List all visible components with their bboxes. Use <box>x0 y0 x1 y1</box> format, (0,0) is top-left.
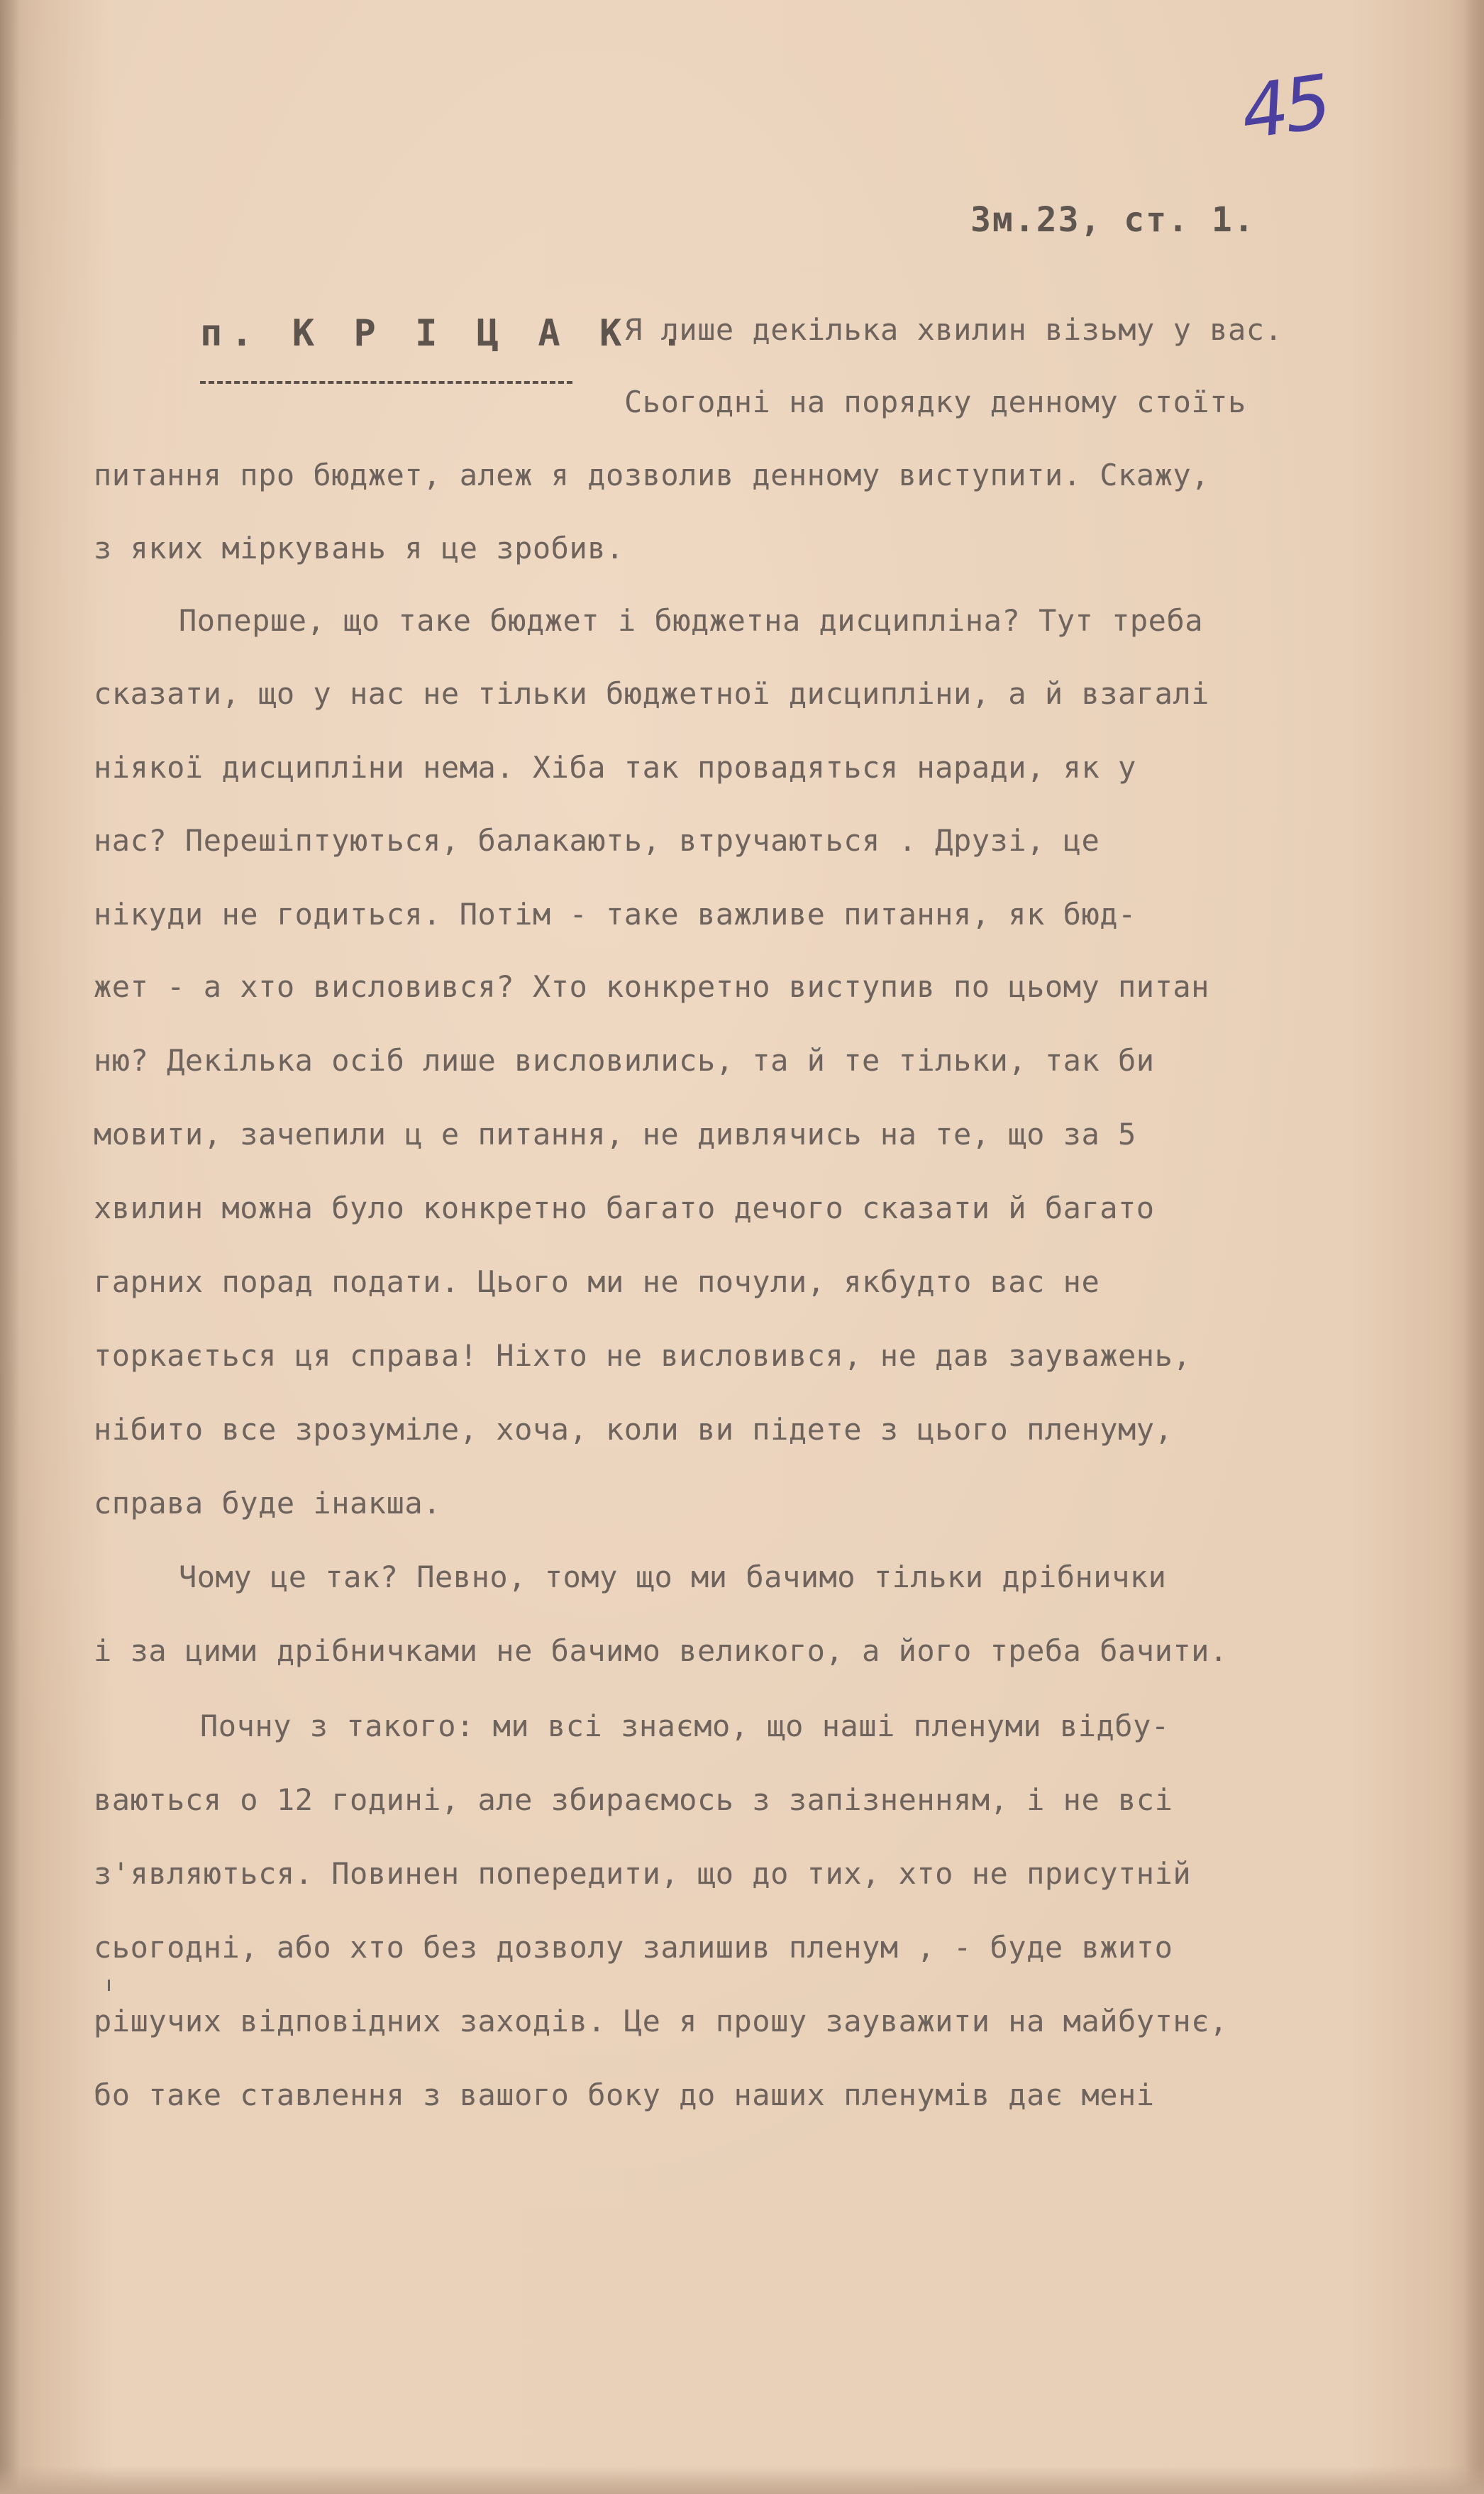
text-line: сказати, що у нас не тільки бюджетної дисципліни, а й взагалі <box>94 676 1209 711</box>
text-line: ваються о 12 годині, але збираємось з запізненням, і не всі <box>94 1782 1173 1817</box>
text-line: Почну з такого: ми всі знаємо, що наші пленуми відбу- <box>200 1709 1170 1743</box>
text-line: торкається ця справа! Ніхто не висловився, не дав зауважень, <box>94 1338 1192 1373</box>
text-line: з'являються. Повинен попередити, що до тих, хто не присутній <box>94 1856 1192 1891</box>
text-line: ню? Декілька осіб лише висловились, та й те тільки, так би <box>94 1043 1155 1078</box>
text-line: справа буде інакша. <box>94 1486 441 1521</box>
text-line: бо таке ставлення з вашого боку до наших пленумів дає мені <box>94 2078 1155 2112</box>
text-line: Поперше, що таке бюджет і бюджетна дисципліна? Тут треба <box>179 603 1204 638</box>
text-line: нас? Перешіптуються, балакають, втручаються . Друзі, це <box>94 823 1100 858</box>
page-edge-shadow-right <box>1464 0 1484 2494</box>
text-line: з яких міркувань я це зробив. <box>94 531 624 565</box>
page-edge-shadow-bottom <box>0 2466 1484 2494</box>
text-line: сьогодні, або хто без дозволу залишив пленум , - буде вжито <box>94 1930 1173 1965</box>
text-line: Чому це так? Певно, тому що ми бачимо тільки дрібнички <box>179 1560 1167 1594</box>
speaker-name: п. К Р І Ц А К . <box>200 312 692 355</box>
text-line: рішучих відповідних заходів. Це я прошу зауважити на майбутнє, <box>94 2004 1228 2038</box>
text-line: мовити, зачепили ц е питання, не дивлячись на те, що за 5 <box>94 1117 1136 1152</box>
text-line: нікуди не годиться. Потім - таке важливе питання, як бюд- <box>94 897 1136 932</box>
text-line: хвилин можна було конкретно багато дечого сказати й багато <box>94 1191 1155 1225</box>
pencil-mark <box>108 1980 110 1991</box>
text-line: ніякої дисципліни нема. Хіба так провадяться наради, як у <box>94 750 1136 785</box>
page-edge-shadow-left <box>0 0 20 2494</box>
text-line: жет - а хто висловився? Хто конкретно виступив по цьому питан <box>94 969 1209 1004</box>
speaker-underline <box>200 381 572 384</box>
text-line: і за цими дрібничками не бачимо великого, а його треба бачити. <box>94 1633 1228 1668</box>
folio-number: 45 <box>1236 58 1333 156</box>
text-line: Я лише декілька хвилин візьму у вас. <box>624 312 1283 347</box>
text-line: питання про бюджет, алеж я дозволив денному виступити. Скажу, <box>94 458 1209 492</box>
text-line: Сьогодні на порядку денному стоїть <box>624 385 1246 419</box>
text-line: гарних порад подати. Цього ми не почули, якбудто вас не <box>94 1264 1100 1299</box>
reference-header: Зм.23, ст. 1. <box>970 200 1256 240</box>
text-line: нібито все зрозуміле, хоча, коли ви підете з цього пленуму, <box>94 1412 1173 1447</box>
